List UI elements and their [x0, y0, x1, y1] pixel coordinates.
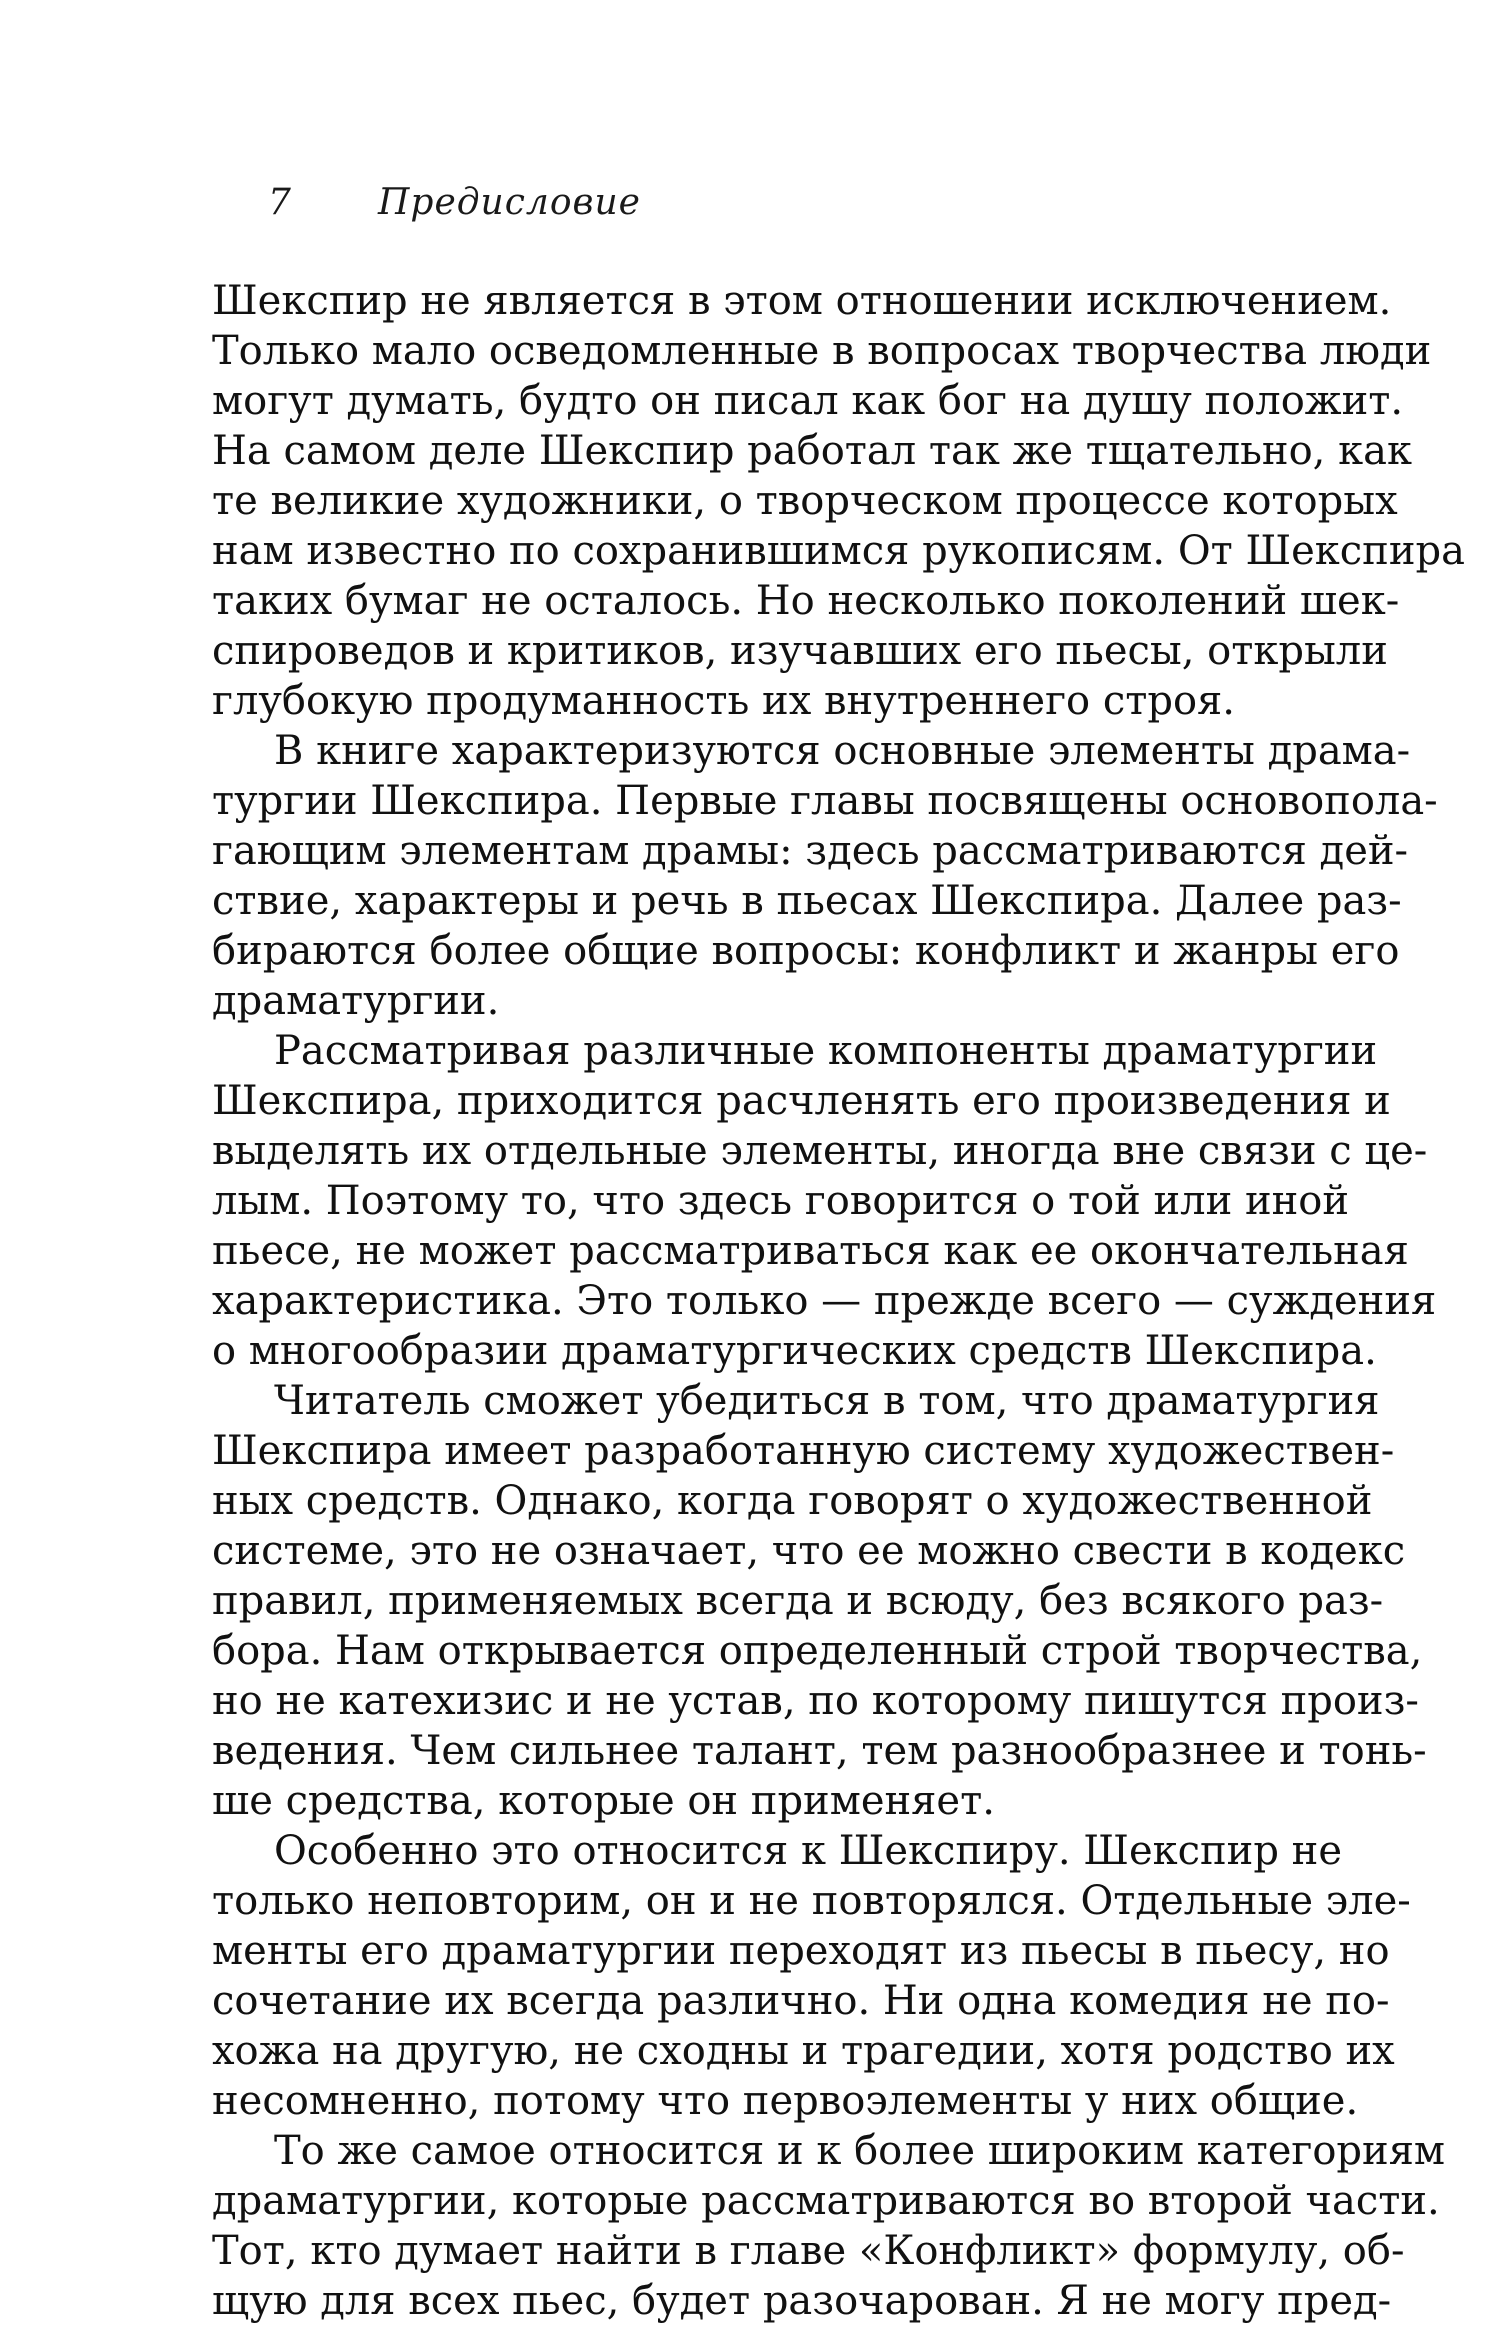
text-line: ше средства, которые он применяет.	[212, 1778, 995, 1824]
text-line: системе, это не означает, что ее можно свести в кодекс	[212, 1528, 1406, 1574]
page-number: 7	[268, 182, 292, 223]
text-line: таких бумаг не осталось. Но несколько поколений шек-	[212, 578, 1400, 624]
text-line: Шекспира имеет разработанную систему художествен-	[212, 1428, 1395, 1474]
text-line: пьесе, не может рассматриваться как ее окончательная	[212, 1228, 1409, 1274]
text-line: те великие художники, о творческом процессе которых	[212, 478, 1398, 524]
text-line: Шекспир не является в этом отношении исключением.	[212, 278, 1392, 324]
text-line: глубокую продуманность их внутреннего строя.	[212, 678, 1236, 724]
text-line: ных средств. Однако, когда говорят о художественной	[212, 1478, 1373, 1524]
running-head	[268, 182, 641, 223]
text-line: ведения. Чем сильнее талант, тем разнообразнее и тонь-	[212, 1728, 1427, 1774]
text-line: спироведов и критиков, изучавших его пьесы, открыли	[212, 628, 1388, 674]
text-line: Читатель сможет убедиться в том, что драматургия	[274, 1378, 1380, 1424]
text-line: правил, применяемых всегда и всюду, без всякого раз-	[212, 1578, 1384, 1624]
text-line: сочетание их всегда различно. Ни одна комедия не по-	[212, 1978, 1390, 2024]
paragraph	[212, 726, 1438, 1026]
text-line: выделять их отдельные элементы, иногда вне связи с це-	[212, 1128, 1428, 1174]
body-text	[212, 276, 1465, 2326]
text-line: Шекспира, приходится расчленять его произведения и	[212, 1078, 1391, 1124]
text-line: То же самое относится и к более широким категориям	[274, 2128, 1446, 2174]
paragraph	[212, 2126, 1446, 2326]
text-line: драматургии.	[212, 978, 500, 1024]
text-line: но не катехизис и не устав, по которому пишутся произ-	[212, 1678, 1419, 1724]
text-line: гающим элементам драмы: здесь рассматриваются дей-	[212, 828, 1409, 874]
text-line: Особенно это относится к Шекспиру. Шекспир не	[274, 1828, 1342, 1874]
text-line: бираются более общие вопросы: конфликт и жанры его	[212, 928, 1400, 974]
text-line: только неповторим, он и не повторялся. Отдельные эле-	[212, 1878, 1411, 1924]
text-line: лым. Поэтому то, что здесь говорится о той или иной	[212, 1178, 1350, 1224]
text-line: В книге характеризуются основные элементы драма-	[274, 728, 1411, 774]
text-line: Рассматривая различные компоненты драматургии	[274, 1028, 1378, 1074]
text-line: несомненно, потому что первоэлементы у них общие.	[212, 2078, 1359, 2124]
text-line: характеристика. Это только — прежде всего — суждения	[212, 1278, 1437, 1324]
paragraph	[212, 1376, 1427, 1826]
text-line: драматургии, которые рассматриваются во второй части.	[212, 2178, 1440, 2224]
text-line: менты его драматургии переходят из пьесы в пьесу, но	[212, 1928, 1390, 1974]
paragraph	[212, 1026, 1437, 1376]
text-line: тургии Шекспира. Первые главы посвящены основопола-	[212, 778, 1438, 824]
text-line: хожа на другую, не сходны и трагедии, хотя родство их	[212, 2028, 1395, 2074]
text-line: Тот, кто думает найти в главе «Конфликт» формулу, об-	[212, 2228, 1405, 2274]
text-line: ствие, характеры и речь в пьесах Шекспира. Далее раз-	[212, 878, 1402, 924]
text-line: Только мало осведомленные в вопросах творчества люди	[212, 328, 1432, 374]
paragraph	[212, 276, 1465, 726]
text-line: нам известно по сохранившимся рукописям. От Шекспира	[212, 528, 1465, 574]
paragraph	[212, 1826, 1411, 2126]
text-line: могут думать, будто он писал как бог на душу положит.	[212, 378, 1404, 424]
text-line: бора. Нам открывается определенный строй творчества,	[212, 1628, 1423, 1674]
text-line: о многообразии драматургических средств Шекспира.	[212, 1328, 1377, 1374]
text-line: На самом деле Шекспир работал так же тщательно, как	[212, 428, 1412, 474]
running-head-title: Предисловие	[378, 182, 641, 223]
text-line: щую для всех пьес, будет разочарован. Я не могу пред-	[212, 2278, 1392, 2324]
